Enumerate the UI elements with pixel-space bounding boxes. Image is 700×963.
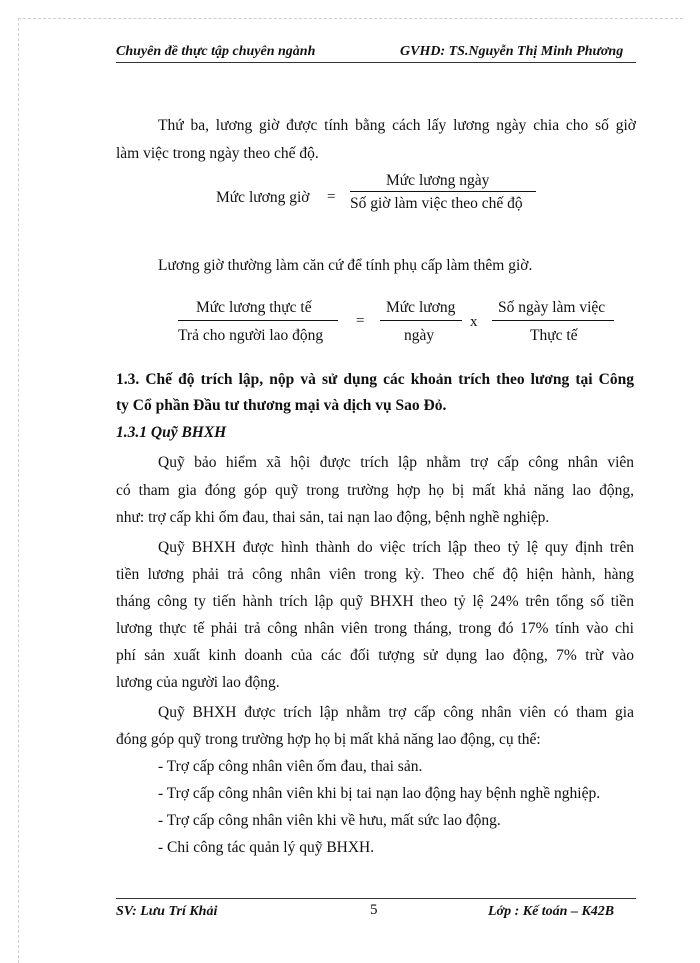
formula2-equals: = [356,313,365,329]
footer-rule [116,898,636,899]
bullet-item: - Trợ cấp công nhân viên ốm đau, thai sản. [158,758,423,775]
para4-line4: lương thực tế phải trả công nhân viên trong tháng, trong đó 17% tính vào chi [116,620,634,637]
para4-line2: tiền lương phải trả công nhân viên trong kỳ. Theo chế độ hiện hành, hàng [116,566,634,583]
footer-page-number: 5 [370,902,378,918]
para4-line5: phí sản xuất kinh doanh của các đối tượng sử dụng lao động, 7% trừ vào [116,647,634,664]
formula1-denominator: Số giờ làm việc theo chế độ [350,195,523,212]
formula2-times: x [470,314,478,330]
footer-class: Lớp : Kế toán – K42B [488,904,615,919]
footer-student: SV: Lưu Trí Khải [116,904,218,919]
header-rule [116,62,636,63]
para3-line1: Quỹ bảo hiểm xã hội được trích lập nhằm trợ cấp công nhân viên [158,454,634,471]
formula1-fraction-bar [350,191,536,192]
formula1-equals: = [327,189,336,205]
section-heading-line1: 1.3. Chế độ trích lập, nộp và sử dụng các khoản trích theo lương tại Công [116,371,634,388]
formula1-numerator: Mức lương ngày [386,172,490,189]
para1-line1: Thứ ba, lương giờ được tính bằng cách lấy lương ngày chia cho số giờ [158,117,636,134]
bullet-item: - Trợ cấp công nhân viên khi bị tai nạn lao động hay bệnh nghề nghiệp. [158,785,601,802]
formula2-mid-top: Mức lương [386,299,456,316]
formula2-lhs-top: Mức lương thực tế [196,299,312,316]
formula2-right-bar [492,320,614,321]
para4-line3: tháng công ty tiến hành trích lập quỹ BHXH theo tỷ lệ 24% trên tổng số tiền [116,593,634,610]
para3-line2: có tham gia đóng góp quỹ trong trường hợp họ bị mất khả năng lao động, [116,482,634,499]
header-right: GVHD: TS.Nguyễn Thị Minh Phương [400,44,624,59]
formula2-right-bottom: Thực tế [530,327,578,344]
para1-line2: làm việc trong ngày theo chế độ. [116,145,319,162]
formula2-mid-bottom: ngày [404,327,435,344]
para4-line6: lương của người lao động. [116,674,280,691]
para2: Lương giờ thường làm căn cứ để tính phụ cấp làm thêm giờ. [158,257,533,274]
bullet-item: - Trợ cấp công nhân viên khi về hưu, mất sức lao động. [158,812,501,829]
subsection-heading: 1.3.1 Quỹ BHXH [116,424,227,441]
formula2-mid-bar [380,320,462,321]
formula1-lhs: Mức lương giờ [216,189,310,206]
para5-line2: đóng góp quỹ trong trường hợp họ bị mất khả năng lao động, cụ thể: [116,731,541,748]
formula2-lhs-bar [178,320,338,321]
para5-line1: Quỹ BHXH được trích lập nhằm trợ cấp công nhân viên có tham gia [158,704,634,721]
formula2-right-top: Số ngày làm việc [498,299,606,316]
header-left: Chuyên đề thực tập chuyên ngành [116,44,316,59]
para3-line3: như: trợ cấp khi ốm đau, thai sản, tai nạn lao động, bệnh nghề nghiệp. [116,509,550,526]
formula2-lhs-bottom: Trả cho người lao động [178,327,324,344]
section-heading-line2: ty Cổ phần Đầu tư thương mại và dịch vụ Sao Đỏ. [116,397,447,414]
bullet-item: - Chi công tác quản lý quỹ BHXH. [158,839,375,856]
para4-line1: Quỹ BHXH được hình thành do việc trích lập theo tỷ lệ quy định trên [158,539,634,556]
